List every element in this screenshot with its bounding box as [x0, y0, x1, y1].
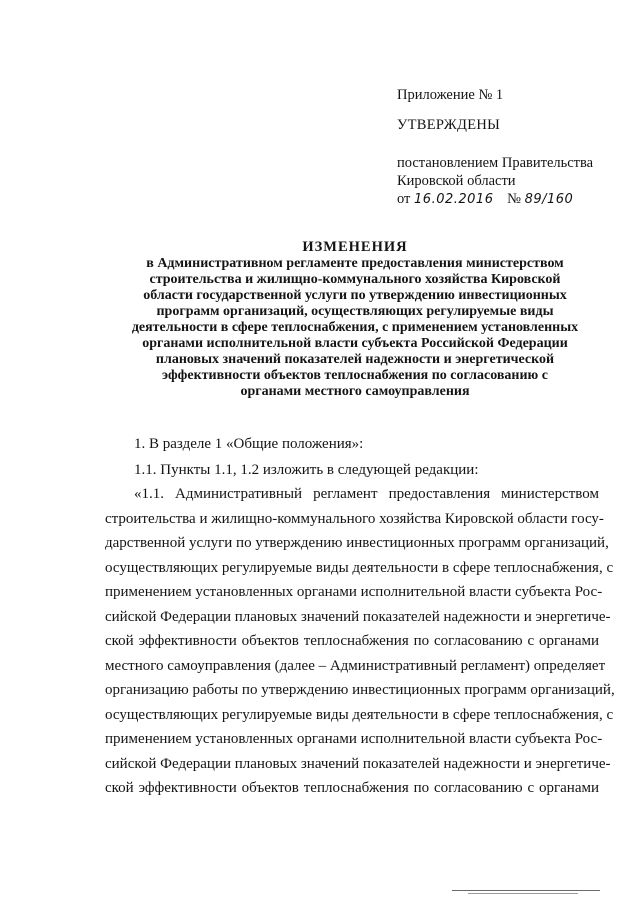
- quote-line: местного самоуправления (далее – Административный регламент) определяет: [105, 657, 606, 674]
- title-line: деятельности в сфере теплоснабжения, с применением установленных: [131, 320, 579, 335]
- approval-stamp-block: [397, 86, 627, 209]
- document-body: [105, 432, 615, 801]
- quote-line: ской эффективности объектов теплоснабжения по согласованию с органами: [105, 633, 599, 649]
- document-title-block: [110, 239, 600, 400]
- quote-line: дарственной услуги по утверждению инвестиционных программ организаций,: [105, 535, 609, 551]
- number-prefix: №: [507, 191, 521, 207]
- quote-line: осуществляющих регулируемые виды деятельности в сфере теплоснабжения, с: [105, 559, 614, 576]
- quote-line: применением установленных органами исполнительной власти субъекта Рос-: [105, 584, 603, 600]
- footer-scan-line: [468, 893, 578, 894]
- quote-line: осуществляющих регулируемые виды деятельности в сфере теплоснабжения, с: [105, 706, 614, 723]
- title-line: органами местного самоуправления: [240, 384, 470, 399]
- date-prefix: от: [397, 191, 411, 207]
- title-line: органами исполнительной власти субъекта Российской Федерации: [142, 336, 568, 351]
- title-line: программ организаций, осуществляющих регулируемые виды: [156, 304, 554, 319]
- approved-label: УТВЕРЖДЕНЫ: [397, 117, 501, 133]
- quote-line: сийской Федерации плановых значений показателей надежности и энергетиче-: [105, 755, 611, 772]
- title-line: области государственной услуги по утверждению инвестиционных: [143, 288, 567, 303]
- decree-date-number: [397, 190, 627, 209]
- decree-line-1: постановлением Правительства: [397, 155, 594, 171]
- section-item-1: 1. В разделе 1 «Общие положения»:: [134, 436, 364, 452]
- title-line: эффективности объектов теплоснабжения по согласованию с: [162, 368, 548, 383]
- handwritten-number: 89/160: [524, 192, 574, 207]
- quote-line: строительства и жилищно-коммунального хозяйства Кировской области госу-: [105, 510, 604, 527]
- decree-line-2: Кировской области: [397, 173, 516, 189]
- quote-line: «1.1. Административный регламент предоставления министерством: [134, 486, 599, 502]
- handwritten-date: 16.02.2016: [414, 192, 494, 207]
- quote-line: ской эффективности объектов теплоснабжения по согласованию с органами: [105, 780, 599, 796]
- title-line: строительства и жилищно-коммунального хозяйства Кировской: [149, 272, 561, 287]
- title-line: в Административном регламенте предоставления министерством: [146, 256, 564, 271]
- section-item-1-1: 1.1. Пункты 1.1, 1.2 изложить в следующей редакции:: [134, 461, 479, 478]
- footer-scan-line: [452, 890, 600, 891]
- quote-line: применением установленных органами исполнительной власти субъекта Рос-: [105, 731, 603, 747]
- title-line: плановых значений показателей надежности и энергетической: [155, 352, 555, 367]
- appendix-label: Приложение № 1: [397, 87, 504, 103]
- quote-line: организацию работы по утверждению инвестиционных программ организаций,: [105, 682, 615, 698]
- quote-line: сийской Федерации плановых значений показателей надежности и энергетиче-: [105, 608, 611, 625]
- document-title: ИЗМЕНЕНИЯ: [302, 239, 408, 255]
